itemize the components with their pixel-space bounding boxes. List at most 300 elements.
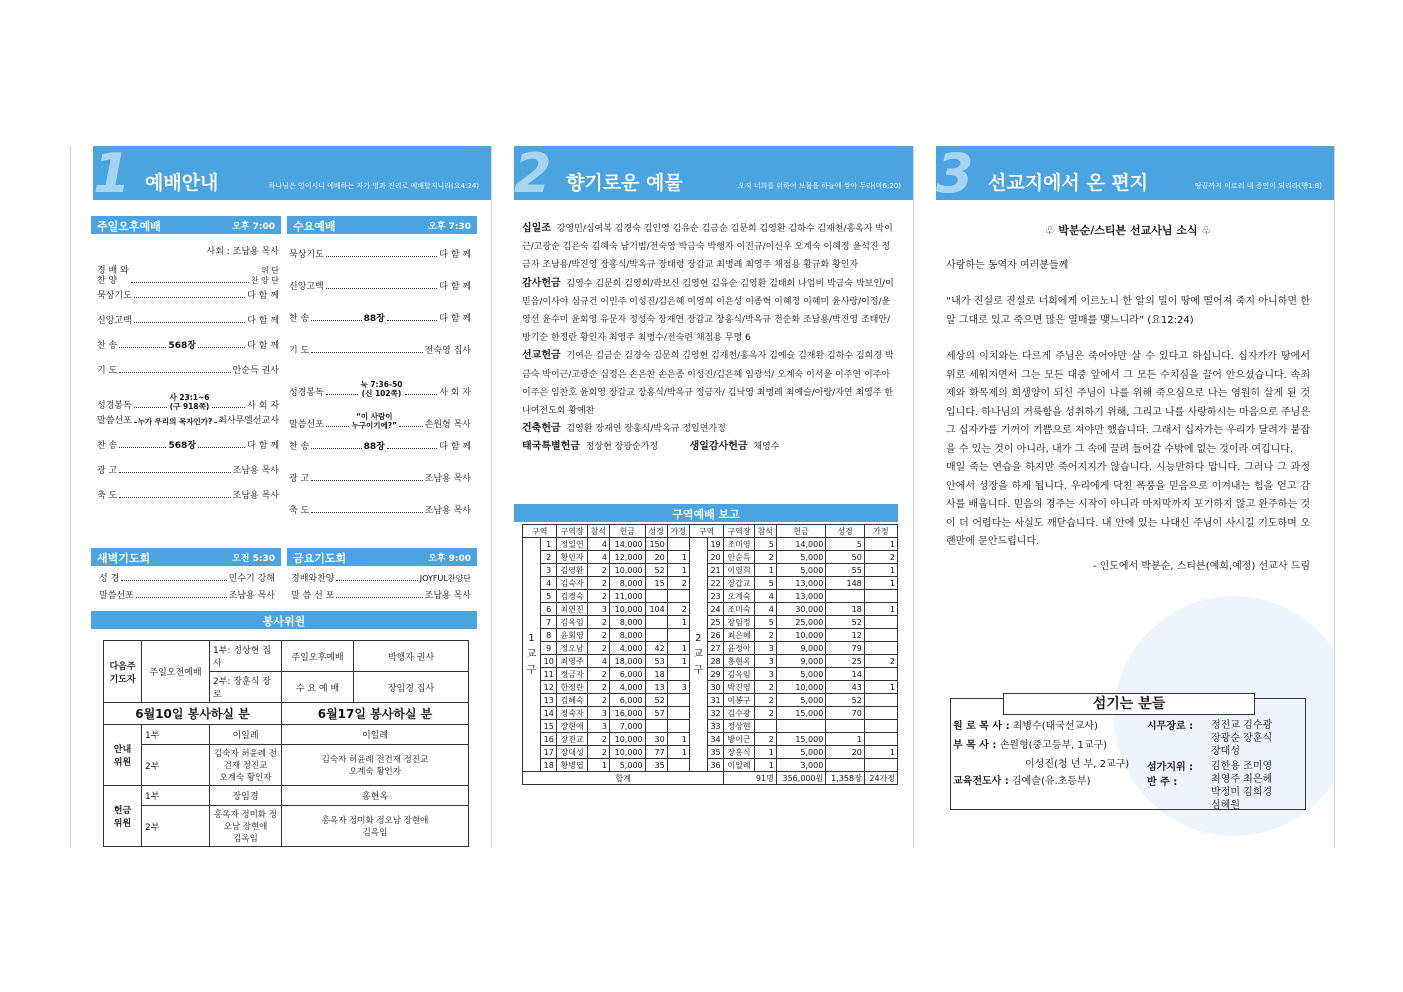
wednesday-label: 수요예배 — [293, 220, 336, 233]
report-cell: 21 — [707, 564, 723, 577]
report-cell: 16 — [541, 733, 557, 746]
report-cell: 장대성 — [557, 746, 587, 759]
letter-paragraph-2: 세상의 이치와는 다르게 주님은 죽어야만 살 수 있다고 하십니다. 십자가가 땅에서 위로 세워지면서 그는 모든 대중 앞에서 그 모든 수치심을 끌어 안으셨습니다. 속죄제와 화목제의 희생양이 되신 주님이 나를 위해 죽으심으로 나는 영원히 살게 된 것입니다. 하나님의 거룩함을 성취하기 위해, 그리고 나를 사랑하시는 마음으로 주님은 그 십자가를 기꺼이 기쁨으로 져야만 했습니다. 그래서 십자가는 우리가 달려가 붙잡을 수 있는 것이 아니라, 내가 그 속에 끌려 들어갈 수밖에 없는 것이라 여깁니다. — [946, 351, 1310, 455]
report-cell: 31 — [707, 694, 723, 707]
report-cell: 25 — [707, 616, 723, 629]
report-cell: 안순득 — [724, 551, 754, 564]
report-cell: 6 — [541, 603, 557, 616]
report-cell: 14,000 — [776, 538, 826, 551]
sunday-pm-row — [97, 462, 279, 476]
report-row — [523, 759, 898, 772]
guide-week2-part2: 김숙자 허윤례 전건재 정진교 오계숙 황인자 — [282, 745, 469, 786]
wednesday-item-label: 찬 송 — [289, 314, 310, 324]
friday-time: 오후 9:00 — [428, 554, 471, 564]
dawn-row — [99, 570, 275, 584]
dotted-leader — [136, 597, 227, 598]
report-cell: 1 — [826, 733, 865, 746]
report-cell — [826, 720, 865, 733]
report-cell: 김혜숙 — [557, 694, 587, 707]
special-names: 정상현 장광순가정 — [585, 442, 659, 453]
report-cell: 3 — [541, 564, 557, 577]
report-cell: 정상현 — [724, 720, 754, 733]
report-cell: 30,000 — [776, 603, 826, 616]
report-cell: 53 — [645, 655, 667, 668]
report-cell: 4 — [587, 538, 609, 551]
sunday-pm-row — [97, 437, 279, 451]
report-cell: 1 — [754, 746, 776, 759]
wednesday-row — [289, 278, 471, 292]
sunday-pm-item-label: 말씀선포 — [97, 416, 132, 426]
build-names: 김영환 장재연 장홍식/박옥규 정일연가정 — [566, 424, 726, 435]
report-column-header: 성경 — [826, 525, 865, 538]
elder-label: 시무장로 : — [1147, 721, 1194, 732]
report-cell: 2 — [667, 577, 689, 590]
accompanist-label: 반 주 : — [1147, 777, 1178, 788]
report-cell: 최연진 — [557, 603, 587, 616]
sunday-pm-bar — [91, 216, 281, 234]
wednesday-item-label: 찬 송 — [289, 442, 310, 452]
thanks-label: 감사헌금 — [522, 277, 561, 289]
sunday-pm-item-person: 다 함 께 — [247, 316, 279, 326]
dawn-item-person: 민수기 강해 — [228, 574, 275, 584]
report-column-header: 구역 — [689, 525, 723, 538]
dawn-bar — [91, 548, 281, 566]
report-cell: 김영환 — [557, 564, 587, 577]
friday-bar — [287, 548, 477, 566]
report-cell: 20 — [645, 551, 667, 564]
report-cell: 2 — [587, 616, 609, 629]
dotted-leader — [198, 447, 245, 448]
report-cell: 2 — [754, 707, 776, 720]
wednesday-item-detail: 88장 — [363, 442, 385, 452]
wednesday-item-person: 손원형 목사 — [424, 420, 472, 430]
zone-label: 1 교 구 — [523, 538, 541, 772]
report-cell: 4,000 — [609, 642, 645, 655]
report-cell: 장임정 — [724, 616, 754, 629]
report-cell: 16,000 — [609, 707, 645, 720]
wednesday-item-person: 사 회 자 — [439, 388, 471, 398]
report-cell: 홍현옥 — [724, 655, 754, 668]
report-row — [523, 720, 898, 733]
mission-letter-panel — [914, 146, 1335, 848]
wednesday-row — [289, 502, 471, 516]
report-cell: 이일례 — [724, 759, 754, 772]
report-cell: 조미영 — [724, 538, 754, 551]
report-cell: 1 — [864, 746, 897, 759]
report-row — [523, 655, 898, 668]
report-cell: 김경숙 — [557, 590, 587, 603]
offering-week1-part2: 홍옥자 정미화 정오남 장현애 김옥임 — [210, 806, 282, 847]
report-cell: 윤정아 — [724, 642, 754, 655]
sunday-pm-order — [97, 242, 279, 532]
edu-label: 교육전도사 : — [953, 776, 1009, 787]
deacon-labels — [1147, 760, 1211, 812]
report-cell: 15,000 — [776, 707, 826, 720]
dotted-leader — [212, 407, 246, 408]
dotted-leader — [214, 422, 216, 423]
report-cell — [864, 694, 897, 707]
report-cell: 6,000 — [609, 694, 645, 707]
offering-week1-part1: 장임경 — [210, 786, 282, 806]
sunday-pm-row — [97, 412, 279, 426]
report-column-header: 헌금 — [776, 525, 826, 538]
report-cell: 8,000 — [609, 629, 645, 642]
report-cell: 김수광 — [724, 707, 754, 720]
report-cell: 2 — [587, 746, 609, 759]
report-cell — [645, 720, 667, 733]
dotted-leader — [119, 447, 166, 448]
dotted-leader — [326, 288, 437, 289]
report-cell — [667, 668, 689, 681]
report-cell — [645, 590, 667, 603]
wed-person: 장임경 집사 — [354, 672, 469, 703]
dotted-leader — [198, 347, 245, 348]
deacon-label: 섬가지위 : — [1147, 762, 1194, 773]
district-report-table — [522, 524, 898, 785]
report-cell — [864, 590, 897, 603]
report-cell: 12 — [826, 629, 865, 642]
report-cell: 33 — [707, 720, 723, 733]
report-total-row — [523, 772, 898, 785]
report-cell: 오계숙 — [724, 590, 754, 603]
report-cell: 이영희 — [724, 564, 754, 577]
section-title: 선교지에서 온 편지 — [988, 172, 1149, 194]
sunday-pm-item-label: 신앙고백 — [97, 316, 132, 326]
dawn-order — [99, 570, 275, 604]
report-cell: 15 — [541, 720, 557, 733]
sunday-pm-item-detail: 사 23:1~6 (구 918쪽) — [169, 393, 210, 411]
build-label: 건축헌금 — [522, 423, 561, 435]
dotted-leader — [405, 394, 438, 395]
section-title: 향기로운 예물 — [566, 172, 683, 194]
birthday-names: 채영수 — [753, 442, 780, 453]
report-cell: 12 — [541, 681, 557, 694]
total-homes: 24가정 — [864, 772, 897, 785]
report-cell: 장갑교 — [724, 577, 754, 590]
dotted-leader — [134, 422, 136, 423]
dotted-leader — [134, 407, 168, 408]
section-number: 2 — [514, 146, 552, 205]
section-header — [514, 146, 913, 205]
wednesday-row — [289, 310, 471, 324]
sunday-pm-item-detail: 568장 — [168, 441, 196, 451]
report-column-header: 참석 — [754, 525, 776, 538]
assoc-name-1: 손원형(중고등부, 1교구) — [999, 740, 1108, 751]
wednesday-row — [289, 470, 471, 484]
sunday-pm-row — [97, 362, 279, 376]
sunday-pm-item-person: 다 함 께 — [247, 441, 280, 451]
report-cell — [754, 720, 776, 733]
report-cell: 김숙자 — [557, 577, 587, 590]
dawn-row — [99, 587, 275, 601]
friday-order — [291, 570, 471, 604]
report-cell: 1 — [864, 538, 897, 551]
sunday-pm-item-person: 위 단 찬 양 단 — [250, 266, 279, 285]
am-part1: 1부: 정상현 집사 — [210, 641, 282, 672]
dawn-item-person: 조남용 목사 — [228, 591, 275, 601]
report-cell — [776, 720, 826, 733]
report-cell: 22 — [707, 577, 723, 590]
report-cell: 2 — [587, 694, 609, 707]
section-verse: 땅끝까지 이르러 내 증인이 되리라(행1:8) — [1194, 182, 1322, 190]
report-cell — [864, 707, 897, 720]
report-cell: 윤회영 — [557, 629, 587, 642]
report-cell: 5,000 — [776, 668, 826, 681]
report-cell — [826, 759, 865, 772]
tithe-names: 강영민/심여복 김경숙 김인영 김유순 김금순 김문희 김영환 김하수 김재천/홍옥자 박이근/고광순 김은숙 김혜숙 남기범/전숙영 박금숙 박행자 이진규/이신우 오계숙 이혜정 윤석진 정금자 조남용/박진영 장홍식/박옥규 장태령 장갑교 최병례 최영주 채점용 황규화 황인자 — [522, 224, 893, 271]
report-cell: 15,000 — [776, 733, 826, 746]
offering-part2: 2부 — [142, 806, 210, 847]
dotted-leader — [336, 597, 422, 598]
report-cell: 2 — [754, 629, 776, 642]
report-cell: 1 — [667, 551, 689, 564]
report-cell: 34 — [707, 733, 723, 746]
sunday-pm-item-label: 묵상기도 — [97, 291, 132, 301]
staff-right-column — [1147, 719, 1307, 812]
report-row — [523, 746, 898, 759]
report-cell: 최은혜 — [724, 629, 754, 642]
mission-names: 기여은 김금순 김경숙 김문희 김영현 김재천/홍옥자 김예슬 김재완 김하수 김희경 박금숙 박이근/고광순 심정은 손은찬 손은종 이성진/김은혜 임광석/ 오계숙 이서윤 이주연 이주아 이주은 임찬호 윤회영 장갑교 장홍식/박옥규 정금자/ 김낙영 최병례 최예슬/아랑/자연 최영주 한나여전도회 황예찬 — [522, 351, 894, 417]
report-cell: 1 — [864, 603, 897, 616]
guide-part2: 2부 — [142, 745, 210, 786]
report-cell: 1 — [667, 616, 689, 629]
thanks-entry — [522, 275, 898, 348]
sunday-pm-item-person: 최사무엘선교사 — [218, 416, 280, 426]
edu-name: 김예슬(유.초등부) — [1011, 776, 1091, 787]
report-cell — [864, 642, 897, 655]
wednesday-item-label: 기 도 — [289, 346, 310, 356]
dotted-leader — [134, 297, 245, 298]
wednesday-item-label: 축 도 — [289, 506, 310, 516]
host-line: 사회 : 조남용 목사 — [206, 247, 279, 257]
report-cell: 4 — [754, 590, 776, 603]
report-cell: 1 — [864, 577, 897, 590]
dotted-leader — [326, 394, 359, 395]
report-cell: 14 — [826, 668, 865, 681]
report-row — [523, 733, 898, 746]
report-cell: 5 — [754, 616, 776, 629]
sunday-pm-item-label: 축 도 — [97, 491, 118, 501]
dotted-leader — [131, 282, 249, 283]
report-cell: 30 — [645, 733, 667, 746]
assoc-name-2: 이성진(청 년 부, 2교구) — [1025, 759, 1130, 770]
letter-body — [946, 222, 1310, 576]
report-cell: 2 — [587, 681, 609, 694]
friday-item-person: 조남용 목사 — [424, 591, 471, 601]
report-cell: 70 — [826, 707, 865, 720]
report-cell: 김옥임 — [724, 668, 754, 681]
report-cell — [667, 538, 689, 551]
section-number: 1 — [93, 146, 131, 205]
report-cell: 10,000 — [609, 746, 645, 759]
wednesday-item-person: 다 함 께 — [439, 282, 471, 292]
letter-paragraph-3: 매일 죽는 연습을 하지만 죽어지지가 않습니다. 시능만하다 맙니다. 그러나 그 과정 안에서 성장을 하게 됩니다. 우리에게 닥친 폭풍을 믿음으로 이겨내는 힘을 얻고 감사를 배웁니다. 믿음의 경주는 시작이 아니라 마지막까지 포기하지 않고 완주하는 것이 더 어렵다는 사실도 깨닫습니다. 내 안에 있는 나대신 주님이 사시길 기도하며 오랜만에 문안드립니다. — [946, 462, 1310, 547]
wednesday-item-person: 전숙영 집사 — [424, 346, 471, 356]
sunday-pm-item-label: 찬 송 — [97, 341, 118, 351]
dotted-leader — [311, 352, 422, 353]
report-cell: 10 — [541, 655, 557, 668]
offerings-panel — [492, 146, 914, 848]
report-row — [523, 603, 898, 616]
sunday-pm-item-label: 찬 송 — [97, 441, 118, 451]
pastor-name: 최병수(태국선교사) — [1012, 721, 1098, 732]
volunteers-table — [103, 640, 469, 847]
sunday-pm-item-person: 다 함 께 — [247, 291, 279, 301]
report-cell: 2 — [587, 642, 609, 655]
report-cell: 이봉구 — [724, 694, 754, 707]
report-cell: 2 — [754, 694, 776, 707]
report-cell: 29 — [707, 668, 723, 681]
week2-heading: 6월17일 봉사하실 분 — [282, 703, 469, 725]
report-cell: 정금자 — [557, 668, 587, 681]
report-cell: 1 — [587, 759, 609, 772]
wednesday-item-detail: 눅 7:36-50 (신 102쪽) — [360, 380, 403, 398]
report-cell: 장현애 — [557, 720, 587, 733]
report-cell: 13,000 — [776, 590, 826, 603]
report-cell: 5,000 — [776, 694, 826, 707]
report-cell: 1 — [864, 681, 897, 694]
report-cell: 2 — [667, 603, 689, 616]
report-cell: 방이근 — [724, 733, 754, 746]
report-cell: 12,000 — [609, 551, 645, 564]
section-number: 3 — [936, 146, 974, 205]
letter-greeting: 사랑하는 동역자 여러분들께 — [946, 259, 1069, 271]
friday-item-person: JOYFUL찬양단 — [419, 574, 471, 583]
special-entry — [522, 438, 898, 456]
elder-names: 정진교 김수광 장광순 장훈식 장대성 — [1211, 720, 1273, 757]
report-row — [523, 590, 898, 603]
dotted-leader — [134, 322, 245, 323]
report-cell: 3 — [587, 720, 609, 733]
report-cell: 17 — [541, 746, 557, 759]
report-cell — [864, 759, 897, 772]
report-cell: 19 — [707, 538, 723, 551]
sunday-pm-item-detail: 누가 우리의 목자인가? — [137, 417, 213, 426]
dotted-leader — [311, 320, 361, 321]
report-cell: 2 — [587, 577, 609, 590]
offering-list — [522, 220, 898, 457]
report-row — [523, 694, 898, 707]
wednesday-row — [289, 438, 471, 452]
wednesday-item-label: 광 고 — [289, 474, 310, 484]
report-cell — [864, 720, 897, 733]
wednesday-item-label: 말씀선포 — [289, 420, 324, 430]
report-cell: 32 — [707, 707, 723, 720]
staff-box — [950, 698, 1306, 810]
report-bar: 구역예배 보고 — [514, 504, 898, 522]
next-prayer-label: 다음주 기도자 — [104, 641, 142, 703]
report-cell — [667, 590, 689, 603]
report-cell: 104 — [645, 603, 667, 616]
report-cell: 박진영 — [724, 681, 754, 694]
sun-pm-person: 박행자 권사 — [354, 641, 469, 672]
report-cell: 2 — [864, 551, 897, 564]
letter-signature: - 인도에서 박분순, 스티븐(예희,예정) 선교사 드림 — [1092, 560, 1310, 572]
report-cell — [864, 668, 897, 681]
report-cell: 정숙자 — [557, 707, 587, 720]
report-cell: 52 — [645, 564, 667, 577]
report-cell: 5 — [754, 577, 776, 590]
friday-item-label: 경배와찬양 — [291, 574, 335, 584]
dotted-leader — [311, 512, 422, 513]
report-cell: 10,000 — [609, 603, 645, 616]
report-cell: 15 — [645, 577, 667, 590]
report-cell: 52 — [645, 694, 667, 707]
report-cell: 13 — [541, 694, 557, 707]
deacon-names: 김한용 조미영 최영주 최은혜 박정미 김희경 심혜원 — [1211, 761, 1273, 811]
report-cell: 10,000 — [776, 681, 826, 694]
report-cell: 2 — [587, 564, 609, 577]
report-cell: 5 — [754, 538, 776, 551]
report-cell: 3 — [754, 655, 776, 668]
sunday-pm-row — [97, 312, 279, 326]
dotted-leader — [311, 448, 361, 449]
report-cell: 77 — [645, 746, 667, 759]
report-cell: 조미숙 — [724, 603, 754, 616]
report-cell: 14,000 — [609, 538, 645, 551]
report-cell: 35 — [645, 759, 667, 772]
report-cell: 79 — [826, 642, 865, 655]
sunday-pm-item-label: 광 고 — [97, 466, 118, 476]
sunday-pm-item-label: 기 도 — [97, 366, 118, 376]
wednesday-item-person: 다 함 께 — [439, 442, 471, 452]
total-label: 합계 — [523, 772, 724, 785]
dotted-leader — [119, 472, 230, 473]
report-cell: 10,000 — [776, 629, 826, 642]
sunday-pm-row — [97, 387, 279, 411]
report-row — [523, 616, 898, 629]
wednesday-item-label: 묵상기도 — [289, 250, 324, 260]
assoc-label: 부 목 사 : — [953, 740, 997, 751]
report-column-header: 가정 — [864, 525, 897, 538]
report-cell: 2 — [864, 655, 897, 668]
report-cell: 14 — [541, 707, 557, 720]
report-cell: 57 — [645, 707, 667, 720]
report-cell: 52 — [826, 616, 865, 629]
guide-label: 안내 위원 — [104, 725, 142, 786]
report-cell: 13 — [645, 681, 667, 694]
report-cell: 정오남 — [557, 642, 587, 655]
report-cell — [826, 590, 865, 603]
report-cell: 1 — [754, 564, 776, 577]
report-cell: 한정란 — [557, 681, 587, 694]
report-cell: 28 — [707, 655, 723, 668]
total-money: 356,000원 — [776, 772, 826, 785]
report-cell: 18 — [645, 668, 667, 681]
report-row — [523, 577, 898, 590]
report-cell: 50 — [826, 551, 865, 564]
dotted-leader — [336, 580, 417, 581]
report-cell — [864, 733, 897, 746]
report-cell — [864, 629, 897, 642]
report-row — [523, 642, 898, 655]
report-cell — [667, 629, 689, 642]
guide-week1-part1: 이일례 — [210, 725, 282, 745]
wednesday-item-label: 성경봉독 — [289, 388, 324, 398]
thanks-names: 김영수 김문희 김영희/곽보신 김영현 김유순 김영환 김태희 나업비 박금숙 박보인/이믿음/이사야 심규건 이민주 이성진/김은혜 이영희 이은성 이종혁 이혜정 이혜미 윤사랑/이정/윤영선 윤수미 윤회영 유문자 정성숙 장재연 장갑교 장홍식/박옥규 전순화 조남용/박진영 조태안/방기순 한정란 황인자 최영주 최병수/전숙련 채점용 무명 6 — [522, 278, 894, 344]
report-cell: 8,000 — [609, 616, 645, 629]
report-cell: 1 — [667, 746, 689, 759]
wednesday-time: 오후 7:30 — [428, 222, 471, 232]
dotted-leader — [326, 256, 437, 257]
report-cell: 2 — [587, 733, 609, 746]
sunday-pm-row — [97, 487, 279, 501]
report-cell: 11,000 — [609, 590, 645, 603]
am-part2: 2부: 장훈식 장로 — [210, 672, 282, 703]
worship-guide-panel — [70, 146, 492, 848]
report-cell: 4,000 — [609, 681, 645, 694]
report-cell: 3 — [587, 603, 609, 616]
